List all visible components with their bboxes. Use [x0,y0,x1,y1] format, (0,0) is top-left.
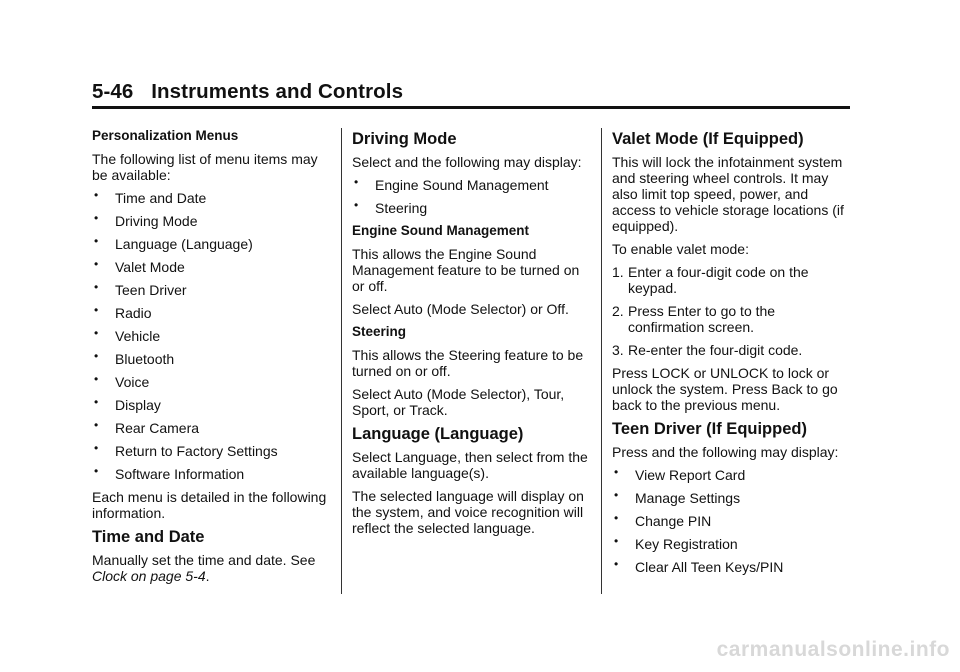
page-number: 5-46 [92,80,134,103]
step-number: 1. [612,264,624,280]
list-item: • Key Registration [612,536,852,552]
column-2 [352,128,592,543]
column-3 [612,128,852,582]
driving-mode-list [352,177,592,216]
list-item: • Driving Mode [92,213,332,229]
time-date-text-body: Manually set the time and date. See [92,552,316,568]
steering-text: This allows the Steering feature to be turned on or off. [352,347,584,379]
list-item: • Rear Camera [92,420,332,436]
steering-select: Select Auto (Mode Selector), Tour, Sport, or Track. [352,386,565,418]
valet-lock-text: Press LOCK or UNLOCK to lock or unlock the system. Press Back to go back to the previous menu. [612,365,838,413]
list-item: • Engine Sound Management [352,177,592,193]
menu-outro: Each menu is detailed in the following information. [92,489,327,521]
valet-steps [612,264,852,358]
step-number: 3. [612,342,624,358]
list-item [612,342,852,358]
list-item: • Voice [92,374,332,390]
list-item: • Display [92,397,332,413]
list-item: • Manage Settings [612,490,852,506]
page-header [92,80,850,109]
language-heading: Language (Language) [352,425,524,443]
list-item [612,264,852,296]
list-item: • Bluetooth [92,351,332,367]
driving-mode-intro: Select and the following may display: [352,154,582,170]
list-item: • Time and Date [92,190,332,206]
step-number: 2. [612,303,624,319]
column-divider-2 [601,128,602,594]
column-divider-1 [341,128,342,594]
time-date-period: . [205,568,210,584]
list-item: • Vehicle [92,328,332,344]
section-title: Instruments and Controls [151,80,404,103]
esm-text: This allows the Engine Sound Management feature to be turned on or off. [352,246,580,294]
driving-mode-heading: Driving Mode [352,130,457,148]
list-item: • Change PIN [612,513,852,529]
valet-heading: Valet Mode (If Equipped) [612,130,804,148]
list-item: • Radio [92,305,332,321]
list-item: • Software Information [92,466,332,482]
list-item: • Valet Mode [92,259,332,275]
teen-heading: Teen Driver (If Equipped) [612,420,807,438]
clock-page-link[interactable]: Clock on page 5-4 [92,568,206,584]
list-item: • Clear All Teen Keys/PIN [612,559,852,575]
step-text: Re-enter the four-digit code. [628,342,803,358]
language-text-2: The selected language will display on the system, and voice recognition will reflect the selected language. [352,488,584,536]
list-item: • View Report Card [612,467,852,483]
time-date-text [92,552,332,584]
esm-select: Select Auto (Mode Selector) or Off. [352,301,569,317]
teen-items-list [612,467,852,575]
step-text: Press Enter to go to the confirmation screen. [628,303,776,335]
steering-heading: Steering [352,324,407,339]
valet-text: This will lock the infotainment system and steering wheel controls. It may also limit top speed, power, and access to vehicle storage locations (if equipped). [612,154,844,234]
esm-heading: Engine Sound Management [352,223,530,238]
menu-intro: The following list of menu items may be available: [92,151,318,183]
list-item: • Return to Factory Settings [92,443,332,459]
watermark: carmanualsonline.info [716,638,950,661]
personalization-heading: Personalization Menus [92,128,239,143]
language-text: Select Language, then select from the available language(s). [352,449,588,481]
list-item: • Teen Driver [92,282,332,298]
list-item [612,303,852,335]
step-text: Enter a four-digit code on the keypad. [628,264,809,296]
menu-items-list [92,190,332,482]
list-item: • Language (Language) [92,236,332,252]
teen-intro: Press and the following may display: [612,444,839,460]
valet-enable: To enable valet mode: [612,241,749,257]
time-date-heading: Time and Date [92,528,205,546]
list-item: • Steering [352,200,592,216]
column-1 [92,128,332,591]
